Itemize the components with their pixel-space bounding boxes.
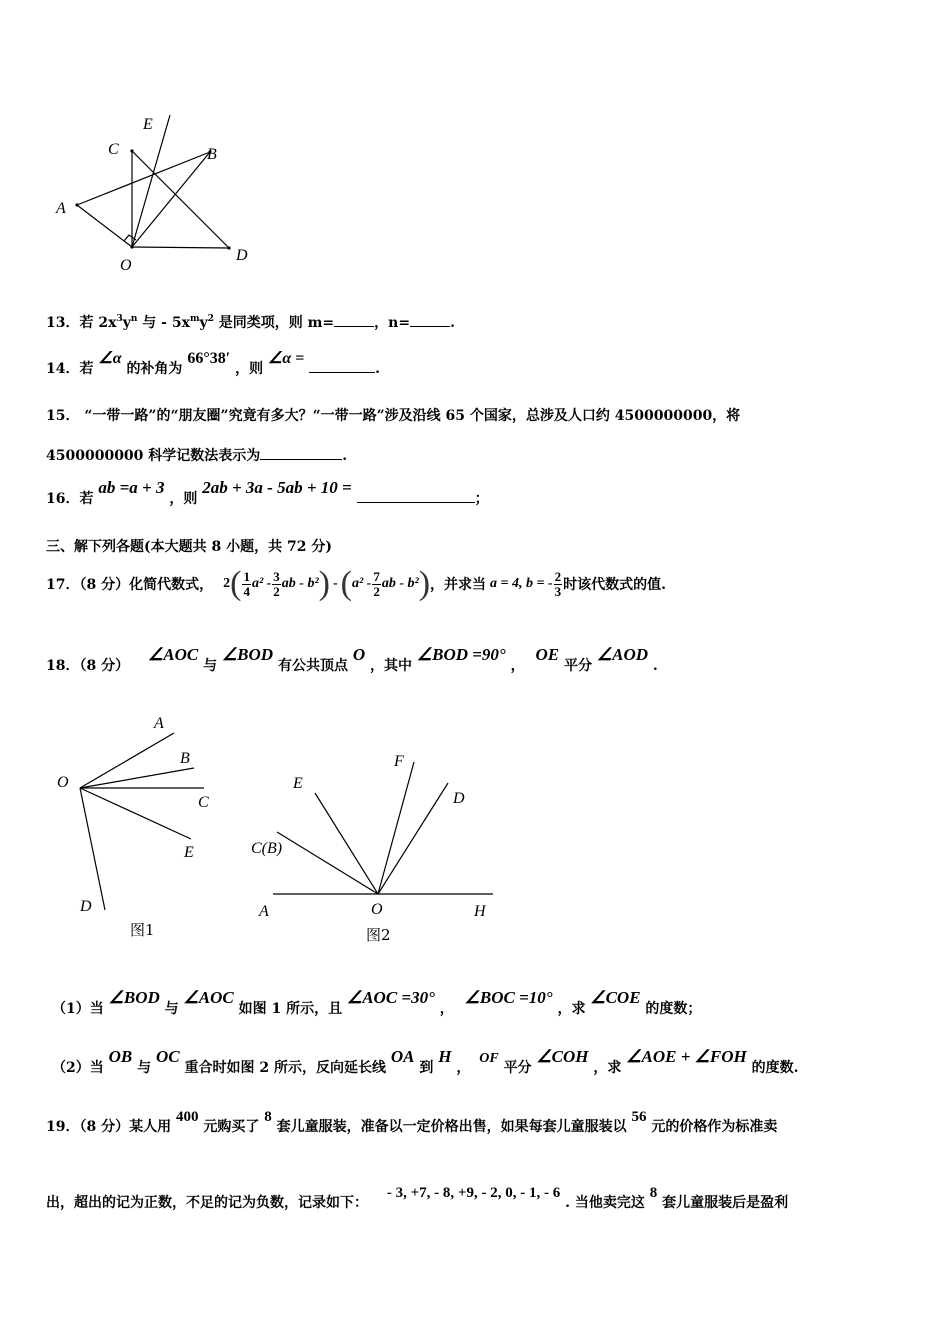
label-e: E	[293, 775, 303, 792]
segment-od	[132, 247, 229, 248]
fraction-1-4: $\frac{1}{4}$	[243, 568, 250, 599]
label-d: D	[453, 790, 465, 807]
question-15-line-2: 4500000000 科学记数法表示为 .	[46, 445, 347, 465]
label-d: D	[236, 247, 248, 264]
ray-od	[80, 788, 105, 910]
question-15-line-1: 15． “一带一路”的“朋友圈”究竟有多大？“一带一路”涉及沿线 65 个国家，总涉及人口约 4500000000，将	[46, 408, 741, 424]
figure-1-caption: 图1	[130, 921, 155, 939]
top-geometry-figure	[50, 105, 270, 280]
question-18-part-2: （2）当 OB 与 OC 重合时如图 2 所示，反向延长线 OA 到 H ， OF 平分 ∠COH ，求 ∠AOE + ∠FOH 的度数.	[52, 1047, 799, 1076]
segment-ab	[77, 152, 210, 205]
question-13: 13．若 $2x^3y^n$ 与 - $5x^my^2$ 是同类项，则 m= ，n= .	[46, 314, 455, 331]
question-19-line-1: 19．（8 分）某人用 400 元购买了 8 套儿童服装，准备以一定价格出售，如果每套儿童服装以 56 元的价格作为标准卖	[46, 1109, 778, 1135]
question-19-line-2: 出，超出的记为正数，不足的记为负数，记录如下： - 3, +7, - 8, +9, - 2, 0, - 1, - 6 . 当他卖完这 8 套儿童服装后是盈利	[46, 1185, 789, 1211]
ray-oc	[277, 832, 378, 894]
label-o: O	[57, 774, 69, 791]
ray-od	[378, 783, 448, 894]
section-3-title: 三、解下列各题(本大题共 8 小题，共 72 分)	[46, 539, 332, 555]
fraction-2-3: $\frac{2}{3}$	[554, 568, 562, 599]
answer-blank-n[interactable]	[410, 312, 450, 327]
label-a: A	[154, 715, 164, 732]
answer-blank-sci[interactable]	[260, 445, 342, 460]
label-cb: C(B)	[251, 840, 283, 857]
label-f: F	[394, 753, 404, 770]
figure-2-caption: 图2	[366, 926, 391, 944]
label-o: O	[120, 257, 132, 274]
label-h: H	[474, 903, 486, 920]
fraction-3-2: $\frac{3}{2}$	[273, 568, 280, 599]
figure-1	[50, 705, 230, 945]
question-17: 17．（8 分）化简代数式， 2 ( $\frac{1}{4}$ a² - $\frac{3}{2}$ ab - b² ) - ( a² - $\frac{7}{2}$ ab - b² ) ，并求当 a = 4, b = - $\frac{2}{3}$ 时该代数式的值.	[46, 565, 667, 602]
ray-oe	[315, 793, 378, 894]
label-c: C	[198, 794, 209, 811]
label-e: E	[143, 116, 153, 133]
figure-2	[245, 745, 505, 950]
question-18-part-1: （1）当 ∠BOD 与 ∠AOC 如图 1 所示，且 ∠AOC =30° ， ∠BOC =10° ，求 ∠COE 的度数；	[52, 988, 702, 1017]
answer-blank-alpha[interactable]	[309, 358, 375, 373]
question-14: 14．若 ∠α 的补角为 66°38′ ，则 ∠α = .	[46, 350, 381, 377]
label-c: C	[108, 141, 119, 158]
label-b: B	[207, 146, 217, 163]
ray-oe	[80, 788, 191, 839]
ray-of	[378, 762, 414, 894]
label-o: O	[371, 901, 383, 918]
segment-cd	[132, 151, 229, 248]
question-18: 18．（8 分） ∠AOC 与 ∠BOD 有公共顶点 O ，其中 ∠BOD =90° ， OE 平分 ∠AOD .	[46, 645, 658, 674]
answer-blank-expr[interactable]	[357, 488, 475, 503]
label-d: D	[80, 898, 92, 915]
fraction-7-2: $\frac{7}{2}$	[373, 568, 380, 599]
segment-ob	[132, 152, 210, 247]
label-b: B	[180, 750, 190, 767]
question-16: 16．若 ab =a + 3 ，则 2ab + 3a - 5ab + 10 = ；	[46, 478, 489, 507]
label-e: E	[184, 844, 194, 861]
label-a: A	[56, 200, 66, 217]
label-a: A	[259, 903, 269, 920]
answer-blank-m[interactable]	[334, 312, 374, 327]
